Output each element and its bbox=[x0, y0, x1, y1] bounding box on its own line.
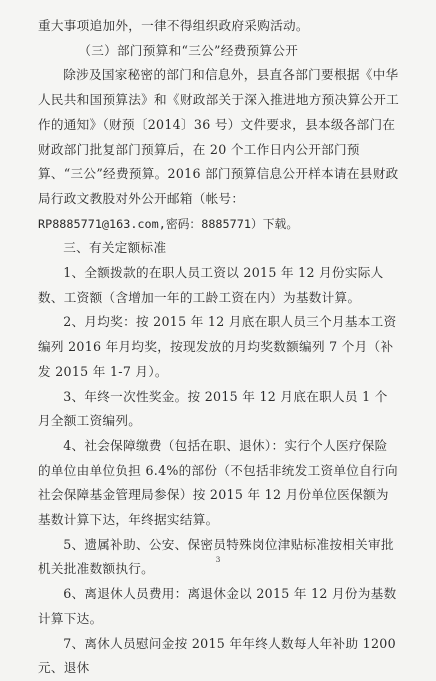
paragraph-item-7: 7、离休人员慰问金按 2015 年年终人数每人年补助 1200 元、退休 bbox=[38, 635, 396, 676]
paragraph-item-4: 4、社会保障缴费（包括在职、退休）：实行个人医疗保险的单位由单位负担 6.4%的部份（不包括非统发工资单位自行向社会保障基金管理局参保）按 2015 年 12 月份单位医保额为基数计算下达，年终据实结算。 bbox=[38, 437, 398, 528]
paragraph-item-1: 1、全额拨款的在职人员工资以 2015 年 12 月份实际人数、工资额（含增加一年的工龄工资在内）为基数计算。 bbox=[38, 265, 384, 305]
section-heading-quota-standards: 三、有关定额标准 bbox=[63, 240, 167, 256]
page-number: 3 bbox=[215, 555, 221, 564]
paragraph-item-6: 6、离退休人员费用：离退休金以 2015 年 12 月份为基数计算下达。 bbox=[38, 586, 397, 626]
paragraph-item-2: 2、月均奖：按 2015 年 12 月底在职人员三个月基本工资编列 2016 年月均奖，按现发放的月均奖数额编列 7 个月（补发 2015 年 1-7 月）。 bbox=[38, 314, 397, 379]
paragraph-continuation: 重大事项追加外，一律不得组织政府采购活动。 bbox=[38, 18, 309, 33]
section-heading-budget-disclosure: （三）部门预算和“三公”经费预算公开 bbox=[78, 42, 299, 58]
paragraph-item-3: 3、年终一次性奖金。按 2015 年 12 月底在职人员 1 个月全额工资编列。 bbox=[38, 388, 388, 429]
paragraph-email-download: RP8885771@163.com,密码：8885771）下载。 bbox=[38, 216, 299, 231]
document-body bbox=[38, 14, 400, 681]
paragraph-budget-disclosure: 除涉及国家秘密的部门和信息外，县直各部门要根据《中华人民共和国预算法》和《财政部关于深入推进地方预决算公开工作的通知》（财预〔2014〕36 号）文件要求，县本级各部门在财政部门批复部门预算后，在 20 个工作日内公开部门预算、“三公”经费预算。2016 部门预算信息公开样本请在县财政局行政文教股对外公开邮箱（帐号： bbox=[38, 67, 400, 206]
paragraph-item-5: 5、遗属补助、公安、保密员特殊岗位津贴标准按相关审批机关批准数额执行。 bbox=[38, 536, 394, 577]
